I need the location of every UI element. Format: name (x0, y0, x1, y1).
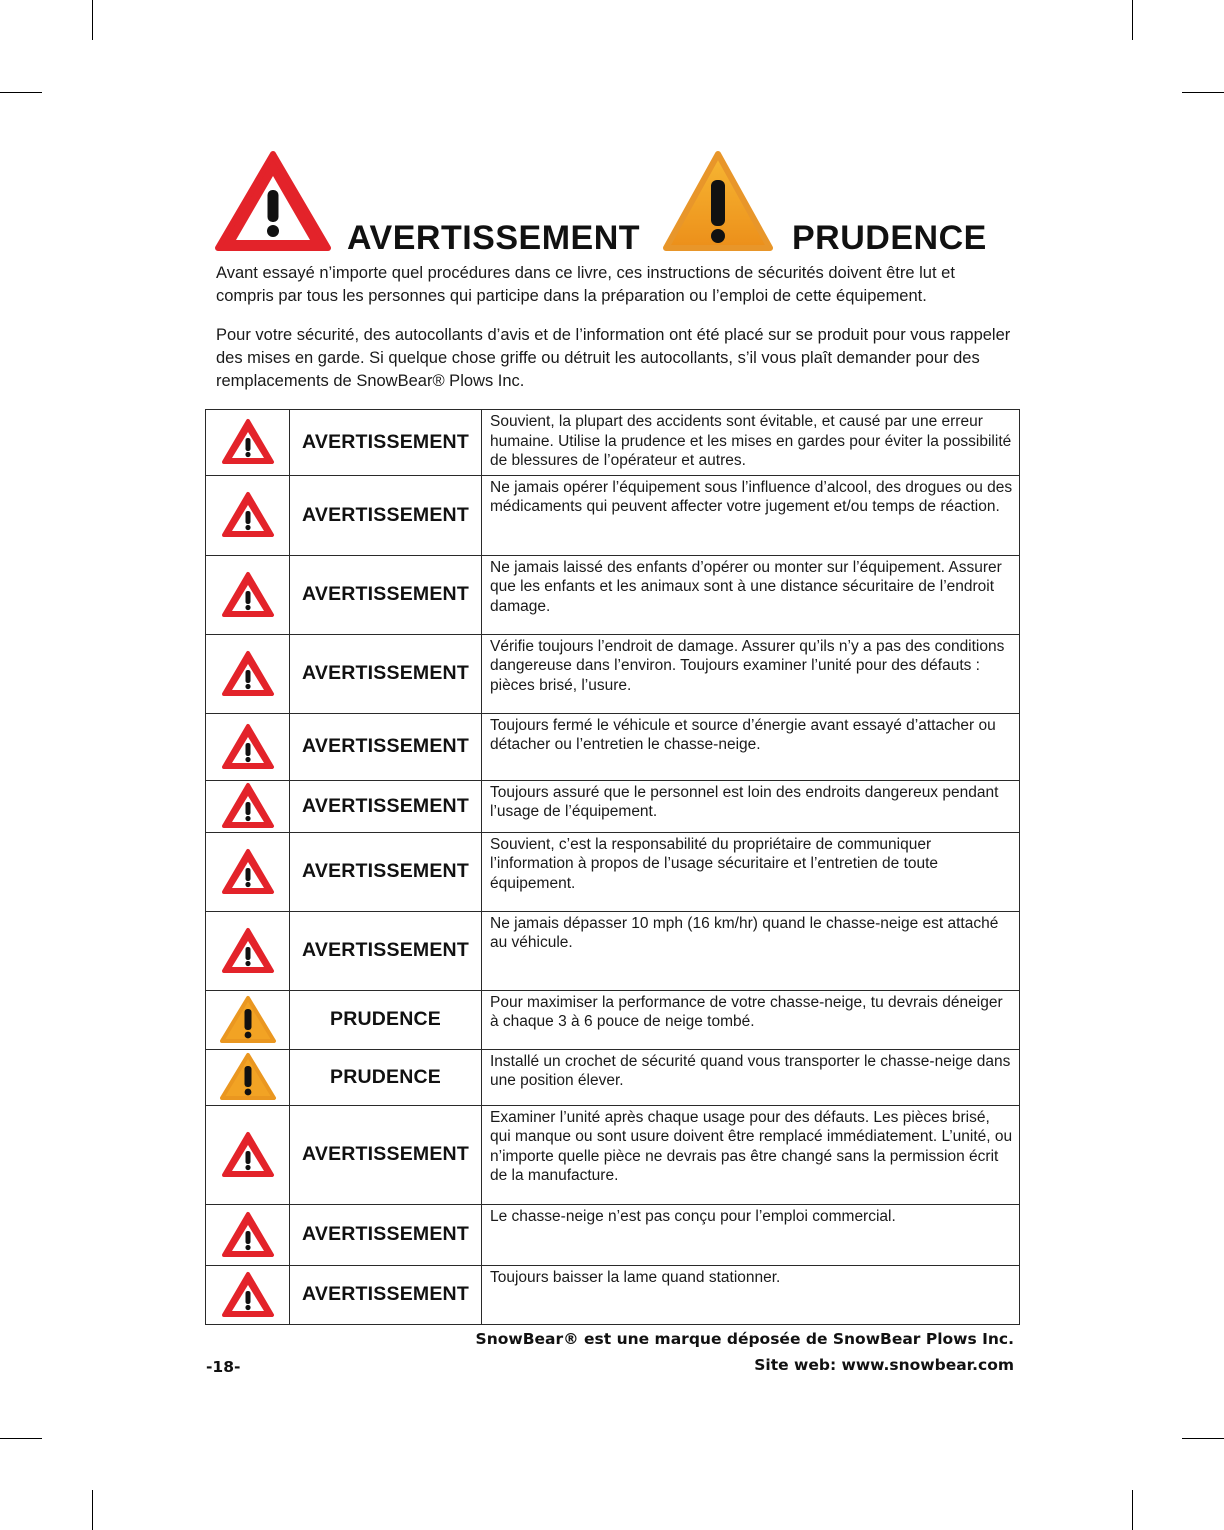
warning-triangle-red-icon (206, 848, 289, 896)
row-label: AVERTISSEMENT (290, 410, 482, 476)
row-text: Souvient, la plupart des accidents sont évitable, et causé par une erreur humaine. Utilise la prudence et les mises en gardes pour éviter la possibilité de blessures de l’opérateur et autres. (482, 410, 1020, 476)
website-text: Site web: www.snowbear.com (754, 1356, 1014, 1374)
row-label: AVERTISSEMENT (290, 780, 482, 832)
warning-row (206, 1265, 1020, 1324)
warning-triangle-red-icon (206, 418, 289, 466)
warning-row (206, 475, 1020, 555)
crop-mark (1182, 92, 1224, 93)
row-text: Le chasse-neige n’est pas conçu pour l’emploi commercial. (482, 1204, 1020, 1265)
row-icon-cell (206, 634, 290, 713)
row-icon-cell (206, 1049, 290, 1105)
warning-triangle-red-icon (206, 491, 289, 539)
warning-triangle-red-icon (206, 927, 289, 975)
row-icon-cell (206, 475, 290, 555)
row-icon-cell (206, 780, 290, 832)
caution-heading: PRUDENCE (792, 219, 987, 257)
row-text: Toujours baisser la lame quand stationner. (482, 1265, 1020, 1324)
warning-triangle-red-icon (206, 571, 289, 619)
warning-row (206, 990, 1020, 1049)
warning-row (206, 780, 1020, 832)
row-label: AVERTISSEMENT (290, 713, 482, 780)
intro-paragraph-2: Pour votre sécurité, des autocollants d’avis et de l’information ont été placé sur se produit pour vous rappeler des mises en garde. Si quelque chose griffe ou détruit les autocollants, s’il vous plaît demander pour des remplacements de SnowBear® Plows Inc. (216, 326, 1011, 390)
crop-mark (92, 0, 93, 40)
intro-paragraph-1: Avant essayé n’importe quel procédures dans ce livre, ces instructions de sécurités doivent être lut et compris par tous les personnes qui participe dans la préparation ou l’emploi de cette équipement. (216, 264, 955, 305)
row-label: AVERTISSEMENT (290, 1105, 482, 1204)
row-text: Installé un crochet de sécurité quand vous transporter le chasse-neige dans une position élever. (482, 1049, 1020, 1105)
row-label: AVERTISSEMENT (290, 555, 482, 634)
crop-mark (0, 1438, 42, 1439)
crop-mark (92, 1490, 93, 1530)
row-text: Examiner l’unité après chaque usage pour des défauts. Les pièces brisé, qui manque ou sont usure doivent être remplacé immédiatement. L’unité, ou n’importe quelle pièce ne devrais pas être changé sans la permission écrit de la manufacture. (482, 1105, 1020, 1204)
warning-row (206, 1105, 1020, 1204)
row-icon-cell (206, 911, 290, 990)
row-label: AVERTISSEMENT (290, 911, 482, 990)
warning-row (206, 1049, 1020, 1105)
warning-triangle-red-icon (206, 1131, 289, 1179)
warning-triangle-red-icon (206, 650, 289, 698)
warning-row (206, 1204, 1020, 1265)
row-label: AVERTISSEMENT (290, 475, 482, 555)
crop-mark (1132, 1490, 1133, 1530)
row-icon-cell (206, 713, 290, 780)
row-text: Ne jamais dépasser 10 mph (16 km/hr) quand le chasse-neige est attaché au véhicule. (482, 911, 1020, 990)
row-icon-cell (206, 1204, 290, 1265)
row-icon-cell (206, 1105, 290, 1204)
row-text: Ne jamais laissé des enfants d’opérer ou monter sur l’équipement. Assurer que les enfants et les animaux sont à une distance sécuritaire de l’endroit damage. (482, 555, 1020, 634)
warning-row (206, 713, 1020, 780)
row-icon-cell (206, 832, 290, 911)
warning-row (206, 410, 1020, 476)
warning-triangle-red-icon (206, 1271, 289, 1319)
crop-mark (0, 92, 42, 93)
row-icon-cell (206, 990, 290, 1049)
row-label: AVERTISSEMENT (290, 634, 482, 713)
row-icon-cell (206, 410, 290, 476)
warning-triangle-red-icon (206, 1211, 289, 1259)
footer-brand (476, 1326, 1014, 1378)
row-text: Souvient, c’est la responsabilité du propriétaire de communiquer l’information à propos de l’usage sécuritaire et l’entretien de toute équipement. (482, 832, 1020, 911)
row-text: Ne jamais opérer l’équipement sous l’influence d’alcool, des drogues ou des médicaments qui peuvent affecter votre jugement et/ou temps de réaction. (482, 475, 1020, 555)
warning-triangle-red-icon (214, 150, 332, 259)
trademark-notice: SnowBear® est une marque déposée de SnowBear Plows Inc. (475, 1330, 1014, 1348)
warning-heading: AVERTISSEMENT (347, 219, 641, 257)
warning-row (206, 911, 1020, 990)
caution-triangle-orange-icon (206, 995, 289, 1045)
safety-header (214, 150, 1004, 257)
row-label: AVERTISSEMENT (290, 1204, 482, 1265)
caution-triangle-orange-icon (662, 150, 774, 259)
row-text: Vérifie toujours l’endroit de damage. Assurer qu’ils n’y a pas des conditions dangereuse dans l’environ. Toujours examiner l’unité pour des défauts : pièces brisé, l’usure. (482, 634, 1020, 713)
crop-mark (1182, 1438, 1224, 1439)
row-text: Toujours fermé le véhicule et source d’énergie avant essayé d’attacher ou détacher ou l’entretien le chasse-neige. (482, 713, 1020, 780)
warning-row (206, 832, 1020, 911)
warning-row (206, 555, 1020, 634)
row-label: PRUDENCE (290, 990, 482, 1049)
row-text: Pour maximiser la performance de votre chasse-neige, tu devrais déneiger à chaque 3 à 6 pouce de neige tombé. (482, 990, 1020, 1049)
row-icon-cell (206, 1265, 290, 1324)
page-number: -18- (206, 1358, 241, 1376)
row-label: AVERTISSEMENT (290, 1265, 482, 1324)
caution-triangle-orange-icon (206, 1052, 289, 1102)
crop-mark (1132, 0, 1133, 40)
row-icon-cell (206, 555, 290, 634)
row-label: AVERTISSEMENT (290, 832, 482, 911)
warning-triangle-red-icon (206, 723, 289, 771)
row-label: PRUDENCE (290, 1049, 482, 1105)
safety-warnings-table (205, 409, 1020, 1325)
warning-row (206, 634, 1020, 713)
row-text: Toujours assuré que le personnel est loin des endroits dangereux pendant l’usage de l’équipement. (482, 780, 1020, 832)
warning-triangle-red-icon (206, 782, 289, 830)
